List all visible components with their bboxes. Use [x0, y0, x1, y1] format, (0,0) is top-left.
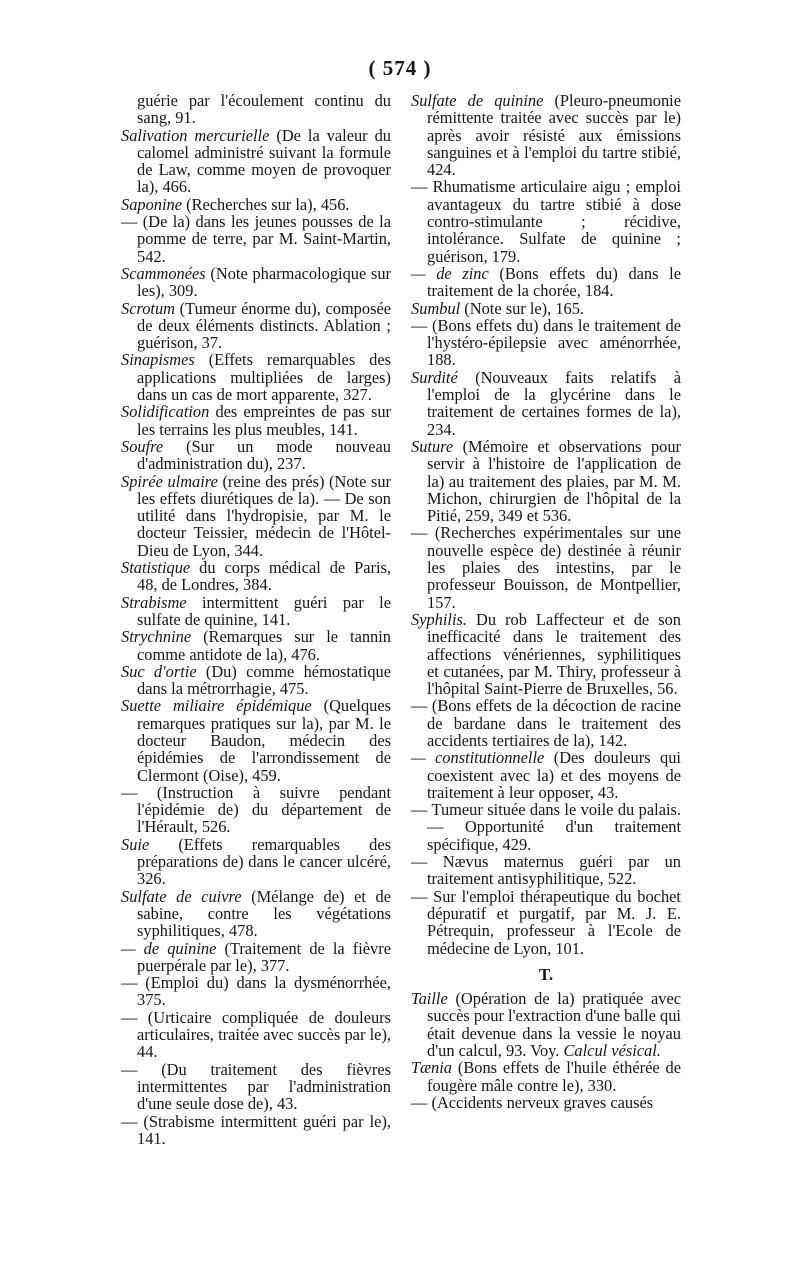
index-entry — [121, 300, 391, 352]
entry-text: (Sur un mode nouveau d'administration du), 237. — [137, 436, 391, 474]
index-entry — [121, 940, 391, 975]
entry-text: — (Recherches expérimentales sur une nouvelle espèce de) destinée à réunir les plaies des intestins, par le professeur Bouisson, de Montpellier, 157. — [411, 523, 681, 612]
index-entry — [411, 92, 681, 178]
entry-text: (Du) comme hémostatique dans la métrorrhagie, 475. — [137, 661, 391, 699]
entry-text: — (Instruction à suivre pendant l'épidémie de) du département de l'Hérault, 526. — [121, 782, 391, 837]
entry-text: (Remarques sur le tannin comme antidote de la), 476. — [137, 627, 391, 664]
entry-heading: Scammonées — [121, 263, 206, 283]
entry-cross-reference: Calcul vésical. — [563, 1041, 661, 1061]
index-entry — [411, 1094, 681, 1111]
entry-heading: Strabisme — [121, 592, 187, 612]
index-entry — [411, 611, 681, 697]
page-number: ( 574 ) — [368, 56, 432, 80]
index-entry — [411, 888, 681, 957]
index-entry — [121, 697, 391, 783]
entry-text: — Nævus maternus guéri par un traitement antisyphilitique, 522. — [411, 852, 681, 889]
index-entry — [411, 265, 681, 300]
entry-text: (Nouveaux faits relatifs à l'emploi de la glycérine dans le traitement de certaines formes de la), 234. — [427, 367, 681, 439]
index-entry — [121, 1061, 391, 1113]
entry-heading: Surdité — [411, 367, 458, 387]
entry-text: Du rob Laffecteur et de son inefficacité dans le traitement des affections vénériennes, syphilitiques et cutanées, par M. Thiry, professeur à l'hôpital Saint-Pierre de Bruxelles, 56. — [427, 609, 681, 699]
entry-heading: — constitutionnelle — [411, 748, 545, 768]
index-entry — [121, 663, 391, 698]
entry-heading: Statistique — [121, 558, 191, 578]
left-column — [121, 92, 391, 1147]
index-entry — [411, 697, 681, 749]
entry-heading: Salivation mercurielle — [121, 125, 270, 145]
entry-text: (Pleuro-pneumonie rémittente traitée avec succès par le) après avoir résisté aux émissions sanguines et à l'emploi du tartre stibié, 424. — [427, 91, 681, 180]
index-entry — [121, 351, 391, 403]
entry-text: — (Urticaire compliquée de douleurs articulaires, traitée avec succès par le), 44. — [121, 1007, 391, 1062]
index-entry — [411, 749, 681, 801]
entry-text: (Bons effets du) dans le traitement de la chorée, 184. — [427, 263, 681, 301]
entry-text: (Mémoire et observations pour servir à l'histoire de l'application de la) au traitement des plaies, par M. M. Michon, chirurgien de l'hôpital de la Pitié, 259, 349 et 536. — [427, 436, 681, 526]
index-entry — [121, 438, 391, 473]
entry-heading: Sulfate de quinine — [411, 91, 544, 110]
entry-heading: Suie — [121, 834, 150, 854]
entry-heading: Sinapismes — [121, 350, 195, 370]
entry-text: du corps médical de Paris, 48, de Londres, 384. — [137, 558, 391, 595]
index-entry — [411, 853, 681, 888]
entry-text: — (Bons effets du) dans le traitement de l'hystéro-épilepsie avec aménorrhée, 188. — [411, 315, 681, 370]
entry-text: (reine des prés) (Note sur les effets diurétiques de la). — De son utilité dans l'hydropisie, par M. le docteur Teissier, médecin de l'Hôtel-Dieu de Lyon, 344. — [137, 471, 392, 560]
index-entry — [121, 127, 391, 196]
entry-heading: Saponine — [121, 194, 183, 214]
entry-heading: Spirée ulmaire — [121, 471, 218, 491]
entry-heading: Scrotum — [121, 298, 176, 318]
entry-heading: Sumbul — [411, 298, 461, 318]
index-entry — [121, 974, 391, 1009]
entry-heading: Tænia — [411, 1058, 452, 1078]
entry-text: guérie par l'écoulement continu du sang, 91. — [137, 91, 391, 128]
entry-text: — (Strabisme intermittent guéri par le), 141. — [121, 1111, 391, 1148]
index-entry — [411, 178, 681, 264]
entry-heading: Sulfate de cuivre — [121, 886, 242, 906]
entry-heading: Suette miliaire épidémique — [121, 696, 312, 716]
entry-heading: — de zinc — [411, 263, 489, 283]
index-entry — [411, 1059, 681, 1094]
entry-heading: Suture — [411, 436, 454, 456]
index-entry — [411, 369, 681, 438]
entry-heading: — de quinine — [121, 938, 217, 958]
entry-text: (Effets remarquables des préparations de) dans le cancer ulcéré, 326. — [137, 834, 391, 889]
entry-text: (Quelques remarques pratiques sur la), par M. le docteur Baudon, médecin des épidémies de l'arrondissement de Clermont (Oise), 459. — [137, 696, 391, 785]
entry-heading: Syphilis. — [411, 609, 467, 629]
entry-text: (Recherches sur la), 456. — [182, 194, 350, 214]
index-entry — [121, 888, 391, 940]
index-entry — [121, 265, 391, 300]
index-entry — [411, 524, 681, 610]
index-entry — [411, 990, 681, 1059]
index-entry — [121, 559, 391, 594]
index-entry — [121, 92, 391, 127]
entry-heading: Taille — [411, 989, 448, 1009]
index-entry — [121, 784, 391, 836]
entry-heading: Solidification — [121, 402, 210, 422]
entry-text: (Tumeur énorme du), composée de deux éléments distincts. Ablation ; guérison, 37. — [137, 298, 391, 353]
index-entry — [121, 836, 391, 888]
entry-text: des empreintes de pas sur les terrains les plus meubles, 141. — [137, 402, 391, 439]
entry-text: (Opération de la) pratiquée avec succès pour l'extraction d'une balle qui était devenue dans la vessie le noyau d'un calcul, 93. Voy. — [427, 989, 681, 1061]
entry-text: — (De la) dans les jeunes pousses de la pomme de terre, par M. Saint-Martin, 542. — [121, 212, 391, 266]
entry-text: — (Bons effets de la décoction de racine de bardane dans le traitement des accidents tertiaires de la), 142. — [411, 696, 681, 750]
index-entry — [121, 628, 391, 663]
entry-heading: Suc d'ortie — [121, 661, 197, 681]
index-entry — [411, 317, 681, 369]
index-entry — [121, 196, 391, 213]
section-letter: T. — [538, 964, 554, 984]
entry-heading: Soufre — [121, 436, 164, 456]
entry-text: (Bons effets de l'huile éthérée de fougère mâle contre le), 330. — [427, 1058, 681, 1095]
entry-text: intermittent guéri par le sulfate de quinine, 141. — [137, 592, 391, 629]
entry-text: (Note pharmacologique sur les), 309. — [137, 263, 391, 301]
entry-text: (Traitement de la fièvre puerpérale par le), 377. — [137, 938, 391, 975]
entry-text: — (Emploi du) dans la dysménorrhée, 375. — [121, 973, 391, 1010]
entry-text: — (Accidents nerveux graves causés — [411, 1092, 654, 1112]
entry-text: — Rhumatisme articulaire aigu ; emploi avantageux du tartre stibié à dose contro-stimulante ; récidive, intolérance. Sulfate de quinine ; guérison, 179. — [411, 177, 681, 266]
index-entry — [411, 438, 681, 524]
entry-text: — Tumeur située dans le voile du palais. — Opportunité d'un traitement spécifique, 429. — [411, 800, 681, 854]
index-entry — [121, 403, 391, 438]
index-entry — [121, 473, 391, 559]
index-entry — [411, 801, 681, 853]
entry-text: (Des douleurs qui coexistent avec la) et des moyens de traitement à leur opposer, 43. — [427, 748, 681, 802]
right-column — [411, 92, 681, 1111]
index-entry — [121, 1009, 391, 1061]
index-entry — [411, 300, 681, 317]
index-entry — [121, 1113, 391, 1148]
entry-text: (Mélange de) et de sabine, contre les végétations syphilitiques, 478. — [137, 886, 391, 941]
entry-heading: Strychnine — [121, 627, 192, 647]
entry-text: — (Du traitement des fièvres intermittentes par l'administration d'une seule dose de), 43. — [121, 1059, 391, 1114]
index-entry — [121, 213, 391, 265]
entry-text: (Note sur le), 165. — [460, 298, 584, 318]
entry-text: — Sur l'emploi thérapeutique du bochet dépuratif et purgatif, par M. J. E. Pétrequin, professeur à l'Ecole de médecine de Lyon, 101. — [411, 886, 681, 958]
entry-text: (Effets remarquables des applications multipliées de larges) dans un cas de mort apparente, 327. — [137, 350, 391, 405]
index-entry — [121, 594, 391, 629]
entry-text: (De la valeur du calomel administré suivant la formule de Law, comme moyen de provoquer la), 466. — [137, 125, 391, 197]
